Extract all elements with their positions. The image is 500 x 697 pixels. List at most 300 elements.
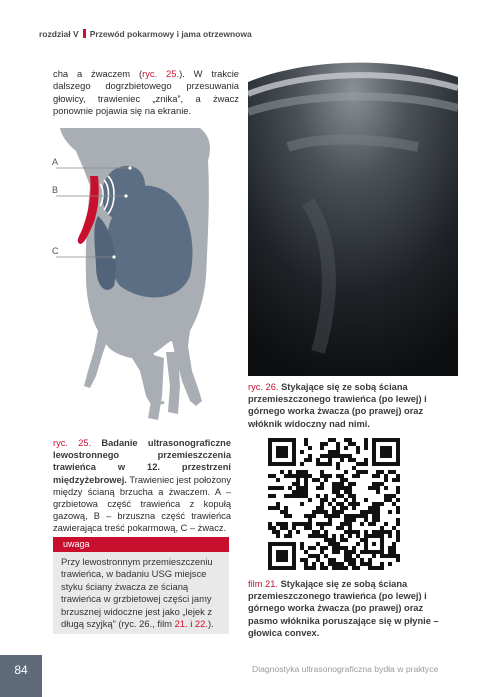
qr-module [372, 482, 376, 486]
qr-module [320, 526, 324, 530]
qr-module [392, 494, 396, 498]
qr-module [284, 526, 288, 530]
qr-module [276, 522, 280, 526]
qr-module [324, 546, 328, 550]
qr-module [352, 498, 356, 502]
qr-module [324, 478, 328, 482]
qr-module [296, 482, 300, 486]
qr-module [368, 510, 372, 514]
fig25-number: ryc. 25. [53, 438, 92, 448]
qr-module [316, 458, 320, 462]
qr-module [396, 490, 400, 494]
qr-module [272, 474, 276, 478]
qr-module [360, 538, 364, 542]
qr-module [320, 534, 324, 538]
qr-module [284, 494, 288, 498]
qr-module [304, 478, 308, 482]
qr-module [292, 482, 296, 486]
note-text-end: ). [207, 618, 214, 630]
qr-module [348, 454, 352, 458]
qr-module [300, 542, 304, 546]
qr-module [376, 486, 380, 490]
qr-module [344, 490, 348, 494]
qr-module [320, 462, 324, 466]
qr-module [392, 470, 396, 474]
qr-module [380, 482, 384, 486]
qr-module [388, 498, 392, 502]
qr-module [360, 522, 364, 526]
qr-module [284, 534, 288, 538]
qr-module [316, 478, 320, 482]
qr-module [320, 498, 324, 502]
qr-module [304, 490, 308, 494]
qr-module [352, 474, 356, 478]
qr-module [332, 490, 336, 494]
qr-module [328, 438, 332, 442]
qr-module [376, 470, 380, 474]
qr-module [380, 562, 384, 566]
qr-module [344, 530, 348, 534]
qr-module [324, 530, 328, 534]
qr-module [308, 546, 312, 550]
ultrasound-image [248, 52, 458, 376]
qr-module [392, 550, 396, 554]
qr-module [344, 470, 348, 474]
qr-module [336, 510, 340, 514]
qr-module [336, 514, 340, 518]
qr-module [336, 466, 340, 470]
qr-module [356, 450, 360, 454]
qr-module [376, 510, 380, 514]
qr-code[interactable] [268, 438, 400, 570]
qr-module [352, 558, 356, 562]
qr-module [320, 454, 324, 458]
qr-module [344, 478, 348, 482]
qr-module [288, 514, 292, 518]
qr-module [368, 522, 372, 526]
qr-module [328, 514, 332, 518]
qr-module [312, 546, 316, 550]
qr-module [288, 486, 292, 490]
qr-module [348, 486, 352, 490]
qr-module [356, 566, 360, 570]
qr-module [336, 502, 340, 506]
label-c: C [52, 246, 59, 256]
qr-module [384, 498, 388, 502]
qr-module [304, 562, 308, 566]
qr-module [376, 506, 380, 510]
qr-module [376, 566, 380, 570]
note-text-mid: i [187, 618, 195, 630]
qr-module [276, 506, 280, 510]
qr-module [320, 546, 324, 550]
qr-module [396, 522, 400, 526]
qr-module [288, 530, 292, 534]
qr-module [348, 530, 352, 534]
qr-module [372, 522, 376, 526]
qr-module [380, 502, 384, 506]
qr-module [336, 546, 340, 550]
qr-module [272, 506, 276, 510]
qr-module [380, 470, 384, 474]
qr-module [372, 474, 376, 478]
caption-fig26 [248, 381, 454, 430]
qr-module [344, 566, 348, 570]
qr-module [324, 462, 328, 466]
qr-module [312, 566, 316, 570]
qr-module [372, 514, 376, 518]
qr-module [328, 542, 332, 546]
qr-module [332, 566, 336, 570]
qr-module [352, 494, 356, 498]
qr-module [344, 558, 348, 562]
qr-module [348, 442, 352, 446]
qr-module [320, 474, 324, 478]
qr-module [384, 494, 388, 498]
qr-module [284, 514, 288, 518]
qr-module [348, 554, 352, 558]
qr-module [368, 558, 372, 562]
qr-module [332, 542, 336, 546]
qr-module [268, 526, 272, 530]
qr-module [336, 446, 340, 450]
qr-module [268, 506, 272, 510]
qr-module [324, 454, 328, 458]
qr-module [384, 474, 388, 478]
qr-module [332, 558, 336, 562]
qr-module [384, 530, 388, 534]
qr-module [308, 554, 312, 558]
qr-module [364, 470, 368, 474]
qr-module [324, 510, 328, 514]
qr-module [320, 562, 324, 566]
fig26-number: ryc. 26. [248, 382, 279, 392]
qr-module [388, 546, 392, 550]
qr-module [364, 462, 368, 466]
qr-module [368, 506, 372, 510]
pointer-b-dot [124, 194, 127, 197]
qr-module [316, 506, 320, 510]
intro-paragraph [53, 68, 239, 118]
qr-module [288, 474, 292, 478]
qr-module [344, 506, 348, 510]
qr-module [276, 486, 280, 490]
qr-module [372, 502, 376, 506]
film22-link[interactable]: 22. [194, 618, 208, 630]
qr-module [368, 562, 372, 566]
qr-module [300, 522, 304, 526]
qr-module [324, 498, 328, 502]
qr-module [360, 514, 364, 518]
qr-module [352, 466, 356, 470]
qr-module [340, 478, 344, 482]
qr-module [344, 438, 348, 442]
qr-module [300, 546, 304, 550]
qr-module [300, 502, 304, 506]
qr-module [364, 442, 368, 446]
qr-module [396, 498, 400, 502]
qr-module [344, 498, 348, 502]
qr-module [280, 486, 284, 490]
fig25-text: Trawieniec jest położony między ścianą brzucha a żwaczem. A – grzbietowa część trawieńca z kopułą gazową, B – brzuszna część trawieńca zawierająca treść pokarmową, C – żwacz. [53, 474, 231, 534]
qr-module [284, 474, 288, 478]
qr-module [348, 494, 352, 498]
running-header [39, 29, 252, 39]
qr-module [332, 538, 336, 542]
qr-module [304, 458, 308, 462]
qr-module [284, 510, 288, 514]
qr-module [308, 498, 312, 502]
qr-module [348, 482, 352, 486]
qr-module [324, 474, 328, 478]
qr-module [396, 538, 400, 542]
qr-module [360, 470, 364, 474]
qr-module [292, 490, 296, 494]
qr-module [308, 446, 312, 450]
qr-module [280, 510, 284, 514]
qr-module [340, 494, 344, 498]
qr-module [332, 498, 336, 502]
film21-link[interactable]: 21. [174, 618, 188, 630]
qr-module [304, 522, 308, 526]
qr-module [320, 470, 324, 474]
qr-module [396, 558, 400, 562]
qr-module [316, 558, 320, 562]
qr-module [312, 478, 316, 482]
qr-module [360, 510, 364, 514]
qr-module [336, 542, 340, 546]
qr-module [284, 522, 288, 526]
qr-module [364, 498, 368, 502]
qr-module [364, 518, 368, 522]
qr-module [328, 462, 332, 466]
qr-module [308, 454, 312, 458]
qr-module [360, 462, 364, 466]
qr-module [292, 526, 296, 530]
qr-module [276, 502, 280, 506]
qr-module [376, 518, 380, 522]
qr-module [388, 470, 392, 474]
caption-fig25 [53, 437, 231, 535]
qr-module [324, 494, 328, 498]
qr-module [340, 482, 344, 486]
label-b: B [52, 185, 59, 195]
qr-module [384, 522, 388, 526]
qr-module [364, 438, 368, 442]
qr-module [340, 510, 344, 514]
qr-module [356, 542, 360, 546]
qr-module [392, 526, 396, 530]
qr-module [336, 526, 340, 530]
qr-module [352, 550, 356, 554]
qr-module [344, 546, 348, 550]
qr-module [340, 546, 344, 550]
qr-module [328, 558, 332, 562]
qr-module [320, 482, 324, 486]
qr-module [332, 486, 336, 490]
qr-module [308, 526, 312, 530]
qr-module [296, 530, 300, 534]
qr-module [392, 546, 396, 550]
qr-module [328, 518, 332, 522]
qr-module [320, 566, 324, 570]
qr-module [276, 534, 280, 538]
film-number: film 21. [248, 579, 278, 589]
qr-module [304, 482, 308, 486]
qr-module [320, 502, 324, 506]
qr-module [316, 462, 320, 466]
qr-module [352, 562, 356, 566]
qr-module [304, 494, 308, 498]
qr-module [348, 490, 352, 494]
qr-module [396, 478, 400, 482]
qr-module [392, 478, 396, 482]
qr-module [296, 486, 300, 490]
qr-module [340, 506, 344, 510]
qr-module [396, 518, 400, 522]
qr-module [280, 470, 284, 474]
qr-module [312, 530, 316, 534]
qr-module [356, 502, 360, 506]
qr-module [332, 454, 336, 458]
header-divider [83, 29, 86, 38]
qr-module [308, 474, 312, 478]
qr-module [320, 510, 324, 514]
qr-module [272, 486, 276, 490]
film-text: Stykające się ze sobą ściana przemieszczonego trawieńca (po lewej) i górnego worka żwacza (po prawej) oraz pasmo włóknika poruszające się w płynie – głowica convex. [248, 579, 439, 638]
qr-module [320, 506, 324, 510]
qr-module [348, 550, 352, 554]
qr-module [352, 518, 356, 522]
qr-module [380, 530, 384, 534]
qr-module [280, 526, 284, 530]
qr-module [304, 438, 308, 442]
qr-module [332, 506, 336, 510]
qr-module [388, 510, 392, 514]
qr-module [316, 510, 320, 514]
qr-module [384, 486, 388, 490]
qr-module [304, 474, 308, 478]
qr-module [312, 534, 316, 538]
qr-module [372, 542, 376, 546]
qr-module [364, 514, 368, 518]
qr-module [320, 446, 324, 450]
qr-module [272, 494, 276, 498]
qr-module [376, 514, 380, 518]
qr-module [272, 526, 276, 530]
qr-module [300, 450, 304, 454]
qr-module [360, 550, 364, 554]
note-text: Przy lewostronnym przemieszczeniu trawieńca, w badaniu USG miejsce styku ściany żwacza ze ścianą trawieńca w grzbietowej części jamy brzusznej widoczne jest jako „lejek z długą szyjką” (ryc. 26., film [61, 556, 213, 630]
qr-module [360, 558, 364, 562]
qr-module [352, 546, 356, 550]
note-heading: uwaga [53, 537, 229, 552]
intro-figure-ref[interactable]: ryc. 25. [142, 68, 180, 79]
qr-module [328, 538, 332, 542]
qr-module [296, 490, 300, 494]
qr-module [344, 518, 348, 522]
qr-module [300, 494, 304, 498]
pointer-a-dot [128, 166, 131, 169]
qr-module [352, 566, 356, 570]
qr-module [372, 566, 376, 570]
qr-module [344, 554, 348, 558]
qr-module [340, 526, 344, 530]
label-a: A [52, 157, 59, 167]
qr-module [292, 474, 296, 478]
qr-module [340, 458, 344, 462]
qr-module [344, 454, 348, 458]
qr-module [308, 518, 312, 522]
qr-module [380, 526, 384, 530]
qr-module [280, 522, 284, 526]
qr-module [316, 522, 320, 526]
qr-module [340, 534, 344, 538]
qr-module [316, 542, 320, 546]
qr-module [328, 502, 332, 506]
qr-module [268, 486, 272, 490]
qr-module [308, 458, 312, 462]
qr-module [296, 494, 300, 498]
qr-module [328, 562, 332, 566]
qr-module [328, 474, 332, 478]
page-number: 84 [0, 655, 42, 697]
qr-module [300, 486, 304, 490]
intro-text-start: cha a żwaczem ( [53, 68, 143, 79]
qr-module [392, 554, 396, 558]
qr-module [300, 470, 304, 474]
qr-module [348, 438, 352, 442]
qr-module [348, 522, 352, 526]
qr-module [356, 474, 360, 478]
qr-module [288, 534, 292, 538]
qr-module [304, 470, 308, 474]
qr-module [336, 454, 340, 458]
qr-module [312, 514, 316, 518]
qr-module [348, 514, 352, 518]
qr-module [348, 558, 352, 562]
qr-module [372, 486, 376, 490]
qr-module [340, 538, 344, 542]
qr-module [296, 474, 300, 478]
qr-module [316, 534, 320, 538]
qr-module [328, 458, 332, 462]
qr-module [276, 550, 288, 562]
qr-module [304, 550, 308, 554]
qr-module [344, 538, 348, 542]
qr-module [304, 566, 308, 570]
qr-module [380, 566, 384, 570]
qr-module [340, 502, 344, 506]
caption-film21 [248, 578, 454, 639]
qr-module [344, 550, 348, 554]
qr-module [300, 474, 304, 478]
qr-module [340, 522, 344, 526]
pointer-c-dot [112, 255, 115, 258]
qr-module [376, 474, 380, 478]
qr-module [348, 518, 352, 522]
qr-module [276, 530, 280, 534]
qr-module [380, 554, 384, 558]
qr-module [384, 478, 388, 482]
qr-module [296, 478, 300, 482]
qr-module [356, 446, 360, 450]
qr-module [336, 562, 340, 566]
qr-module [316, 494, 320, 498]
qr-module [336, 474, 340, 478]
qr-module [284, 506, 288, 510]
qr-module [336, 490, 340, 494]
